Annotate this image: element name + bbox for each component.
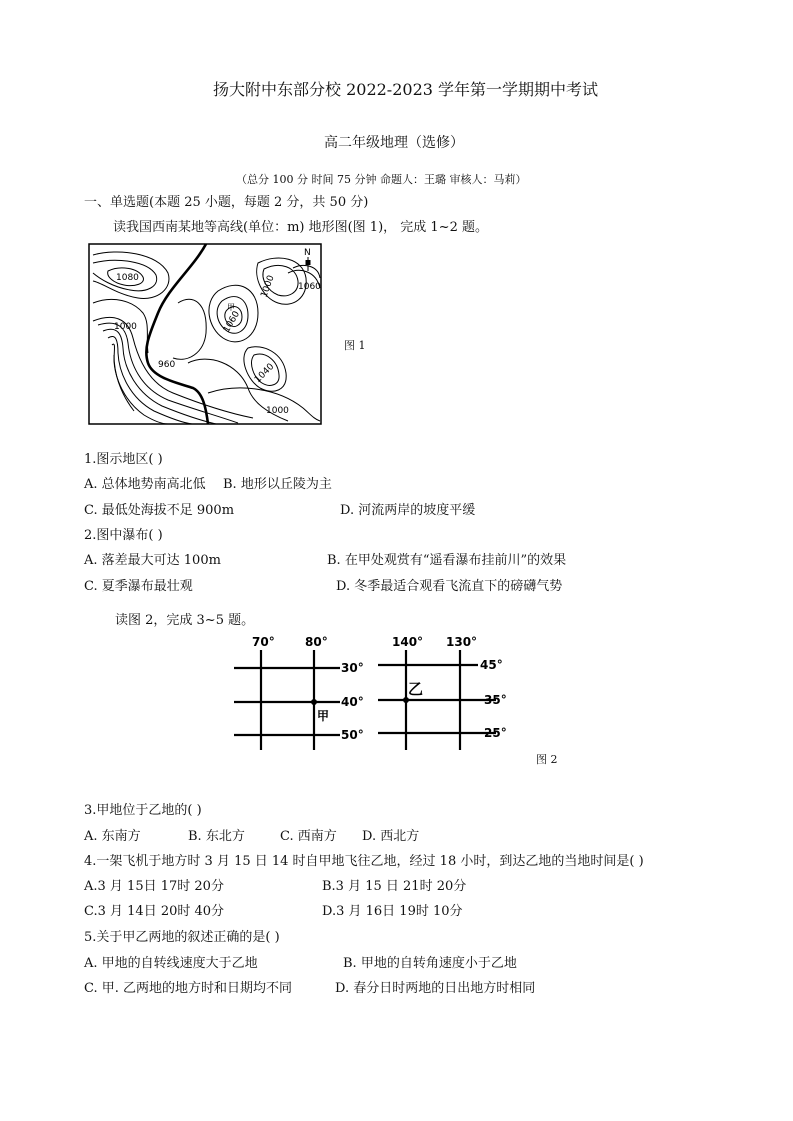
- question-5-option-b[interactable]: B. 甲地的自转角速度小于乙地: [343, 956, 517, 971]
- exam-meta: （总分 100 分 时间 75 分钟 命题人：王璐 审核人：马莉）: [236, 173, 527, 186]
- question-1-option-b[interactable]: B. 地形以丘陵为主: [223, 477, 332, 492]
- question-3-option-b[interactable]: B. 东北方: [188, 829, 245, 844]
- figure1-contour-map: [88, 243, 322, 425]
- section-heading: 一、单选题(本题 25 小题，每题 2 分，共 50 分): [84, 195, 369, 210]
- contour-label-1000-bottom: 1000: [266, 406, 289, 416]
- question-5-option-d[interactable]: D. 春分日时两地的日出地方时相同: [335, 981, 536, 996]
- question-4-stem: 4.一架飞机于地方时 3 月 15 日 14 时自甲地飞往乙地，经过 18 小时，到达乙地的当地时间是( ): [84, 854, 644, 869]
- question-3-option-a[interactable]: A. 东南方: [84, 829, 141, 844]
- question-5-option-c[interactable]: C. 甲. 乙两地的地方时和日期均不同: [84, 981, 293, 996]
- question-5-stem: 5.关于甲乙两地的叙述正确的是( ): [84, 930, 280, 945]
- right-lat-35: 35°: [484, 693, 507, 707]
- question-2-option-b[interactable]: B. 在甲处观赏有“遥看瀑布挂前川”的效果: [327, 553, 567, 568]
- figure1-caption: 图 1: [344, 339, 366, 352]
- question-5-option-a[interactable]: A. 甲地的自转线速度大于乙地: [84, 956, 258, 971]
- left-lat-50: 50°: [341, 728, 364, 742]
- question-3-option-c[interactable]: C. 西南方: [280, 829, 337, 844]
- question-4-option-b[interactable]: B.3 月 15 日 21时 20分: [322, 879, 467, 894]
- left-lat-30: 30°: [341, 661, 364, 675]
- point-yi: 乙: [408, 680, 424, 698]
- question-1-option-d[interactable]: D. 河流两岸的坡度平缓: [340, 503, 476, 518]
- intro-figure2: 读图 2，完成 3~5 题。: [115, 613, 255, 628]
- contour-label-1000-top: 1000: [259, 274, 277, 300]
- question-1-option-c[interactable]: C. 最低处海拔不足 900m: [84, 503, 235, 518]
- question-4-option-a[interactable]: A.3 月 15日 17时 20分: [84, 879, 224, 894]
- question-2-option-d[interactable]: D. 冬季最适合观看飞流直下的磅礴气势: [336, 579, 563, 594]
- question-3-option-d[interactable]: D. 西北方: [362, 829, 420, 844]
- intro-figure1: 读我国西南某地等高线(单位：m) 地形图(图 1)， 完成 1~2 题。: [113, 220, 488, 235]
- question-2-stem: 2.图中瀑布( ): [84, 528, 163, 543]
- left-lon-70: 70°: [252, 635, 275, 649]
- contour-label-1040: 1040: [253, 361, 277, 386]
- right-lat-45: 45°: [480, 658, 503, 672]
- right-lat-25: 25°: [484, 726, 507, 740]
- left-lon-80: 80°: [305, 635, 328, 649]
- contour-label-960: 960: [158, 360, 176, 370]
- question-2-option-a[interactable]: A. 落差最大可达 100m: [84, 553, 221, 568]
- question-3-stem: 3.甲地位于乙地的( ): [84, 803, 202, 818]
- question-1-option-a[interactable]: A. 总体地势南高北低: [84, 477, 206, 492]
- right-lon-140: 140°: [392, 635, 424, 649]
- exam-title: 扬大附中东部分校 2022-2023 学年第一学期期中考试: [213, 80, 599, 99]
- exam-subtitle: 高二年级地理（选修）: [324, 135, 464, 151]
- point-jia-label: 甲: [227, 303, 235, 312]
- north-label: N: [304, 248, 311, 258]
- right-lon-130: 130°: [446, 635, 478, 649]
- contour-label-1060-center: 1060: [221, 309, 243, 335]
- question-2-option-c[interactable]: C. 夏季瀑布最壮观: [84, 579, 193, 594]
- contour-label-1000-left: 1000: [114, 322, 137, 332]
- figure2-graticule: [228, 632, 518, 752]
- contour-label-1080: 1080: [116, 273, 139, 283]
- question-1-stem: 1.图示地区( ): [84, 452, 163, 467]
- left-lat-40: 40°: [341, 695, 364, 709]
- figure2-caption: 图 2: [536, 753, 558, 766]
- question-4-option-c[interactable]: C.3 月 14日 20时 40分: [84, 904, 225, 919]
- question-4-option-d[interactable]: D.3 月 16日 19时 10分: [322, 904, 463, 919]
- point-jia: 甲: [317, 709, 330, 723]
- contour-label-1060-right: 1060: [298, 282, 321, 292]
